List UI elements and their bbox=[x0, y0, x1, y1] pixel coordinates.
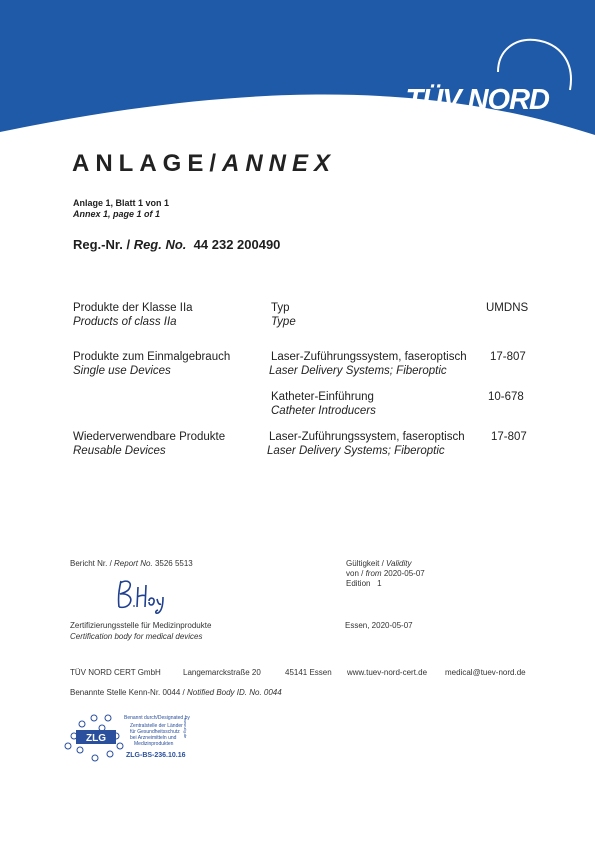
cert-body-en: Certification body for medical devices bbox=[70, 632, 203, 641]
city: 45141 Essen bbox=[285, 668, 332, 677]
single-use-type1-en: Laser Delivery Systems; Fiberoptic bbox=[269, 365, 447, 377]
from-de: von / bbox=[346, 569, 366, 578]
seal-line4: Medizinprodukten bbox=[134, 741, 174, 747]
sheet-en: Annex 1, page 1 of 1 bbox=[73, 209, 161, 219]
place-date: Essen, 2020-05-07 bbox=[345, 621, 413, 630]
tuv-nord-logo: TÜV NORD bbox=[405, 84, 549, 116]
title-en: ANNEX bbox=[222, 150, 337, 177]
reg-value: 44 232 200490 bbox=[193, 237, 281, 252]
single-use-type1-de: Laser-Zuführungssystem, faseroptisch bbox=[271, 351, 467, 363]
single-use-code2: 10-678 bbox=[488, 391, 524, 403]
seal-side-text: www.zlg.de bbox=[183, 718, 188, 739]
company-name: TÜV NORD CERT GmbH bbox=[70, 668, 161, 677]
reusable-de: Wiederverwendbare Produkte bbox=[73, 431, 226, 443]
seal-code: ZLG-BS-236.10.16 bbox=[126, 752, 186, 759]
zlg-seal bbox=[62, 710, 202, 766]
validity-de: Gültigkeit / bbox=[346, 559, 387, 568]
single-use-en: Single use Devices bbox=[73, 365, 171, 377]
header-banner bbox=[0, 0, 595, 140]
street-address: Langemarckstraße 20 bbox=[183, 668, 261, 677]
seal-line3: bei Arzneimitteln und bbox=[130, 735, 177, 741]
single-use-code1: 17-807 bbox=[490, 351, 526, 363]
report-label-en: Report No. bbox=[114, 559, 153, 568]
from-en: from bbox=[365, 569, 382, 578]
sheet-de: Anlage 1, Blatt 1 von 1 bbox=[73, 198, 170, 208]
reusable-type1-en: Laser Delivery Systems; Fiberoptic bbox=[267, 445, 445, 457]
seal-designated: Benannt durch/Designated by bbox=[124, 715, 190, 721]
reusable-type1-de: Laser-Zuführungssystem, faseroptisch bbox=[269, 431, 465, 443]
header-wave bbox=[0, 0, 595, 140]
report-value: 3526 5513 bbox=[154, 559, 193, 568]
single-use-de: Produkte zum Einmalgebrauch bbox=[73, 351, 231, 363]
reg-label-en: Reg. No. bbox=[133, 237, 187, 252]
single-use-type2-de: Katheter-Einführung bbox=[271, 391, 374, 403]
type-header-en: Type bbox=[271, 316, 296, 328]
registration-number bbox=[73, 237, 280, 252]
report-number bbox=[70, 559, 193, 568]
seal-line1: Zentralstelle der Länder bbox=[130, 723, 183, 729]
single-use-type2-en: Catheter Introducers bbox=[271, 405, 376, 417]
notified-de: Benannte Stelle Kenn-Nr. 0044 / bbox=[70, 688, 187, 697]
type-header-de: Typ bbox=[271, 302, 290, 314]
reusable-en: Reusable Devices bbox=[73, 445, 166, 457]
reg-label-de: Reg.-Nr. / bbox=[73, 237, 134, 252]
zlg-logo-text: ZLG bbox=[86, 733, 106, 744]
website-link[interactable]: www.tuev-nord-cert.de bbox=[347, 668, 428, 677]
notified-en: Notified Body ID. No. 0044 bbox=[186, 688, 282, 697]
validity-label bbox=[346, 559, 412, 568]
email-link[interactable]: medical@tuev-nord.de bbox=[445, 668, 526, 677]
notified-body bbox=[70, 688, 282, 697]
signature bbox=[113, 575, 173, 615]
class-label-en: Products of class IIa bbox=[73, 316, 177, 328]
seal-line2: für Gesundheitsschutz bbox=[130, 729, 180, 735]
class-label-de: Produkte der Klasse IIa bbox=[73, 302, 193, 314]
edition: Edition 1 bbox=[346, 579, 382, 588]
report-label-de: Bericht Nr. / bbox=[70, 559, 115, 568]
validity-from bbox=[346, 569, 425, 578]
umdns-header: UMDNS bbox=[486, 302, 529, 314]
cert-body-de: Zertifizierungsstelle für Medizinprodukte bbox=[70, 621, 212, 630]
document-title bbox=[72, 150, 336, 178]
reusable-code1: 17-807 bbox=[491, 431, 527, 443]
title-de: ANLAGE/ bbox=[72, 150, 222, 177]
validity-en: Validity bbox=[386, 559, 412, 568]
from-date: 2020-05-07 bbox=[383, 569, 425, 578]
